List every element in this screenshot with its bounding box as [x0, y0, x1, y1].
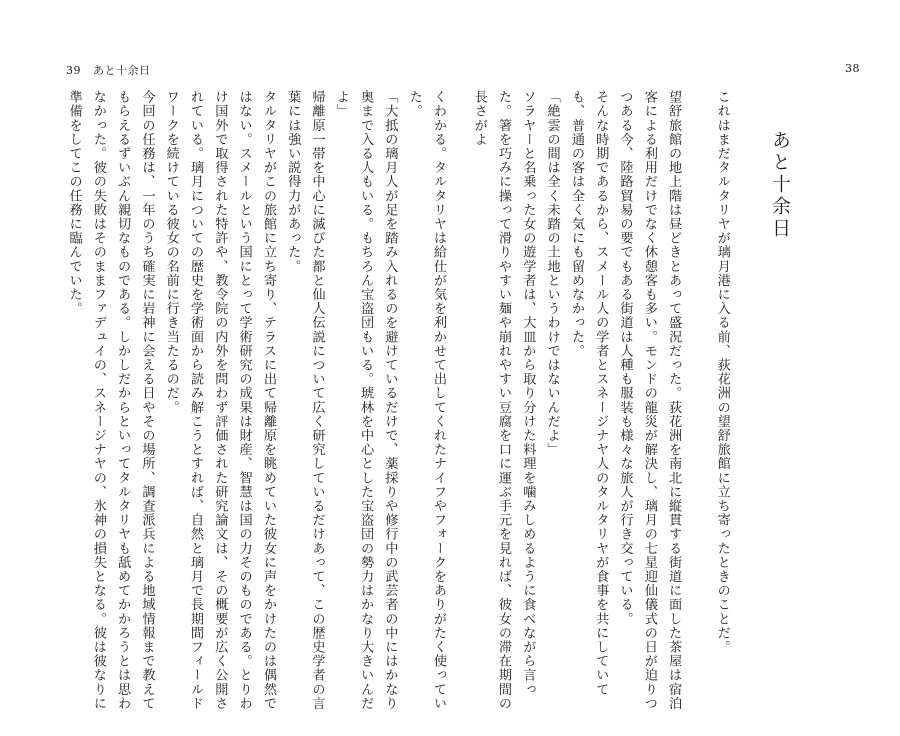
paragraph: これはまだタルタリヤが璃月港に入る前、荻花洲の望舒旅館に立ち寄ったときのことだ。 [714, 90, 730, 654]
paragraph: そんな時期であるから、スメール人の学者とスネージナヤ人のタルタリヤが食事を共にしていても、普通の客は全く気にも留めなかった。 [568, 90, 609, 697]
left-page [50, 90, 450, 720]
blank-line [685, 90, 709, 720]
paragraph: 「大抵の璃月人が足を踏み入れるのを避けているだけで、薬採りや修行中の武芸者の中にはかなり奥まで入る人もいる。もちろん宝盗団もいる。琥林を中心とした宝盗団の勢力はかなり大きいんだよ」 [333, 90, 398, 711]
paragraph: くわかる。タルタリヤは給仕が気を利かせて出してくれたナイフやフォークをありがたく使っていた。 [406, 90, 446, 711]
paragraph: 望舒旅館の地上階は昼どきとあって盛況だった。荻花洲を南北に縦貫する街道に面した茶屋は宿泊客による利用だけでなく休憩客も多い。モンドの龍災が解決し、璃月の七星迎仙儀式の日が迫りつつある今、陸路貿易の要でもある街道は人種も服装も様々な旅人が行き交っている。 [617, 90, 682, 711]
right-page [462, 90, 792, 720]
chapter-title: あと十余日 [769, 130, 791, 240]
right-page-number: 38 [845, 62, 860, 75]
left-page-header [66, 62, 151, 78]
paragraph: 帰離原一帯を中心に滅びた都と仙人伝説について広く研究しているだけあって、この歴史学者の言葉には強い説得力があった。 [285, 90, 325, 711]
left-running-title: あと十余日 [93, 64, 151, 77]
paragraph: 「絶雲の間は全く未踏の土地というわけではないんだよ」 [544, 90, 560, 457]
paragraph: ソラヤーと名乗った女の遊学者は、大皿から取り分けた料理を噛みしめるように食べながら言った。箸を巧みに操って滑りやすい麺や崩れやすい豆腐を口に運ぶ手元を見れば、彼女の滞在期間の長さがよ [471, 90, 536, 711]
paragraph: タルタリヤがこの旅館に立ち寄り、テラスに出て帰離原を眺めていた彼女に声をかけたのは偶然ではない。スメールという国にとって学術研究の成果は財産、智慧は国の力そのものである。とりわけ国外で取得された特許や、教令院の内外を問わず評価された研究論文は、その概要が広く公開されている。璃月についての歴史を学術面から読み解こうとすれば、自然と璃月で長期間フィールドワークを続けている彼女の名前に行き当たるのだ。 [163, 90, 276, 711]
left-page-number: 39 [66, 64, 81, 77]
right-page-header [845, 62, 860, 75]
paragraph: 今回の任務は、一年のうち確実に岩神に会える日やその場所、調査派兵による地域情報まで教えてもらえるずいぶん親切なものである。しかしだからといってタルタリヤも舐めてかかろうとは思わなかった。彼の失敗はそのままファデュイの、スネージナヤの、氷神の損失となる。彼は彼なりに準備をしてこの任務に臨んでいた。 [66, 90, 155, 711]
